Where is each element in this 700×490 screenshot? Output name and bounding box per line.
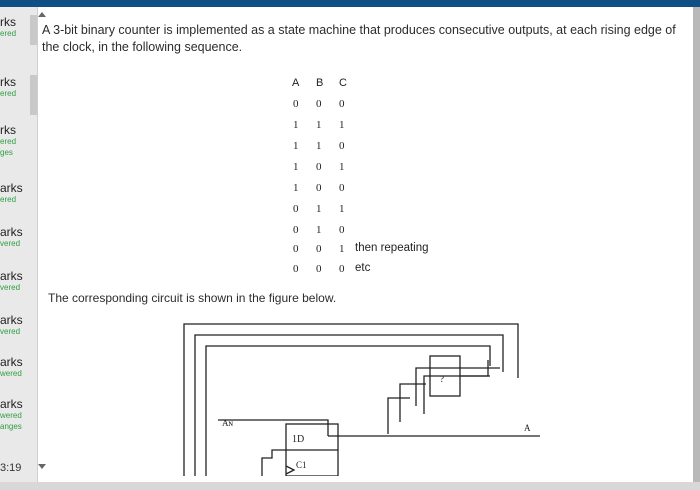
feedback-wire-inner (206, 346, 490, 476)
sequence-cell: 1 (293, 161, 299, 173)
sidebar-marker (30, 15, 37, 45)
sidebar-nav (0, 7, 38, 482)
time-remaining: 3:19 (0, 462, 22, 474)
sequence-cell: 0 (339, 98, 345, 110)
sequence-cell: 1 (339, 161, 345, 173)
sequence-cell: 1 (339, 243, 345, 255)
sidebar-item-title: rks (0, 123, 16, 137)
clock-edge-icon (286, 466, 294, 474)
sequence-cell: 1 (293, 140, 299, 152)
sequence-cell: 0 (339, 140, 345, 152)
sequence-header-a: A (292, 77, 300, 89)
sidebar-item-4[interactable] (0, 183, 30, 205)
sequence-cell: 1 (316, 224, 322, 236)
scroll-up-icon[interactable] (38, 12, 46, 17)
sidebar-item-title: arks (0, 269, 23, 283)
question-text: A 3-bit binary counter is implemented as a state machine that produces consecutive outputs, at each rising edge of the clock, in the following sequence. (42, 23, 676, 54)
sequence-cell: 0 (293, 263, 299, 275)
sidebar-item-title: rks (0, 15, 16, 29)
sequence-note-repeat: then repeating (355, 242, 429, 254)
sequence-cell: 1 (293, 182, 299, 194)
sequence-cell: 0 (339, 263, 345, 275)
sidebar-item-status: wered anges (0, 411, 22, 431)
sidebar-item-title: arks (0, 313, 23, 327)
sequence-cell: 0 (293, 98, 299, 110)
sequence-cell: 0 (316, 182, 322, 194)
sidebar-item-status: vered (0, 239, 21, 248)
sidebar-item-8[interactable] (0, 357, 30, 379)
sidebar-item-6[interactable] (0, 271, 30, 293)
sequence-header-c: C (339, 77, 347, 89)
circuit-diagram (178, 318, 548, 476)
unknown-label: ? (440, 374, 444, 384)
sidebar-item-status: ered (0, 89, 17, 98)
sequence-cell: 1 (293, 119, 299, 131)
sidebar-item-status: ered (0, 29, 17, 38)
sidebar-item-status: ered (0, 195, 17, 204)
sidebar-item-5[interactable] (0, 227, 30, 249)
block-input-wire-4 (388, 398, 410, 434)
scroll-down-icon[interactable] (38, 464, 46, 469)
input-wire (218, 420, 328, 436)
sidebar-item-7[interactable] (0, 315, 30, 337)
sequence-cell: 0 (293, 243, 299, 255)
sidebar-marker (30, 75, 37, 115)
sidebar-item-title: arks (0, 355, 23, 369)
clock-wire (262, 450, 286, 476)
sequence-cell: 0 (293, 203, 299, 215)
sequence-cell: 0 (316, 161, 322, 173)
sidebar-item-status: wered (0, 369, 22, 378)
sequence-cell: 0 (339, 224, 345, 236)
feedback-wire-outer (184, 324, 518, 476)
sidebar-item-status: vered (0, 283, 21, 292)
sequence-header-b: B (316, 77, 324, 89)
sidebar-item-title: arks (0, 181, 23, 195)
input-label: Aɴ (222, 418, 233, 428)
sidebar-item-title: arks (0, 397, 23, 411)
clock-label: C1 (296, 460, 307, 470)
sequence-cell: 1 (316, 140, 322, 152)
top-accent-bar (0, 0, 700, 7)
bottom-edge (0, 482, 700, 490)
sidebar-item-title: rks (0, 75, 16, 89)
sidebar-item-title: arks (0, 225, 23, 239)
sequence-cell: 1 (316, 119, 322, 131)
sequence-cell: 1 (339, 119, 345, 131)
sidebar-item-9[interactable] (0, 399, 30, 432)
sequence-cell: 0 (339, 182, 345, 194)
sequence-cell: 0 (316, 98, 322, 110)
sequence-cell: 0 (293, 224, 299, 236)
sequence-cell: 0 (316, 263, 322, 275)
sequence-cell: 1 (339, 203, 345, 215)
sidebar-item-status: ered ges (0, 137, 17, 157)
sidebar-item-3[interactable] (0, 125, 30, 158)
block-input-wire-2 (424, 376, 490, 414)
d-input-label: 1D (292, 434, 305, 445)
sequence-cell: 0 (316, 243, 322, 255)
sidebar-item-1[interactable] (0, 17, 30, 39)
block-input-wire-3 (400, 384, 426, 422)
figure-caption: The corresponding circuit is shown in the figure below. (48, 291, 337, 305)
output-label: A (524, 423, 531, 433)
sequence-cell: 1 (316, 203, 322, 215)
sequence-note-etc: etc (355, 262, 371, 274)
sidebar-item-2[interactable] (0, 77, 30, 99)
sidebar-item-status: vered (0, 327, 21, 336)
